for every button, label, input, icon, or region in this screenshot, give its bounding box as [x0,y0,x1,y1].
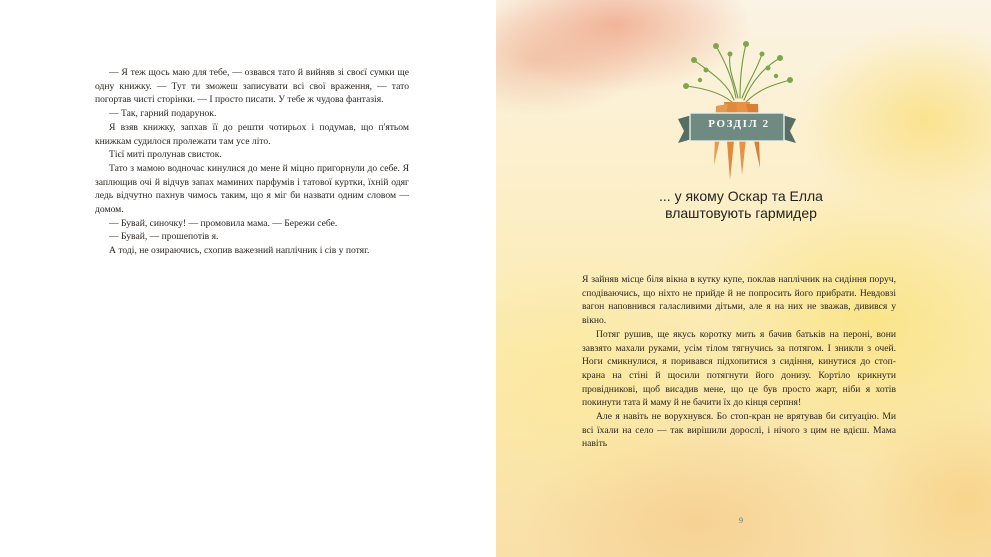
chapter-label: РОЗДІЛ 2 [708,118,770,130]
paragraph: Я взяв книжку, запхав її до решти чотирьох і подумав, що п'ятьом книжкам судилося пролежати там усе літо. [95,121,409,147]
chapter-title [591,188,891,222]
paragraph: Потяг рушив, ще якусь коротку мить я бачив батьків на пероні, вони завзято махали руками, усім тілом тягнучись за потягом. І зникли з очей. Ноги смикнулися, я поривався підхопитися з сидіння, кинутися до стоп-крана на стіні й щосили потягнути його донизу. Кортіло крикнути провідникові, щоб висадив мене, що це був просто жарт, ніби я хотів покинути тата й маму й не бачити їх до кінця серпня! [582,328,896,409]
paragraph: Тієї миті пролунав свисток. [109,149,222,161]
paragraph: — Бувай, — прошепотів я. [109,231,219,243]
right-page-text [582,273,896,451]
page-number: 9 [739,516,743,525]
paragraph: Тато з мамою водночас кинулися до мене й міцно пригорнули до себе. Я заплющив очі й відчув запах маминих парфумів і татової куртки, їхній одяг ледь відчутно пахнув чимось таким, що я міг би назвати одним словом — домом. [95,162,409,216]
paragraph: А тоді, не озираючись, схопив важезний наплічник і сів у потяг. [109,245,370,257]
paragraph: Але я навіть не ворухнувся. Бо стоп-кран не врятував би ситуацію. Ми всі їхали на село — так вирішили дорослі, і нічого з цим не вдієш. Мама навіть [582,411,896,450]
paragraph: — Бувай, синочку! — промовила мама. — Бережи себе. [109,217,338,229]
paragraph: — Я теж щось маю для тебе, — озвався тато й вийняв зі своєї сумки ще одну книжку. — Тут ти зможеш записувати всі свої враження, — тато погортав чисті сторінки. — І просто писати. У тебе ж чудова фантазія. [95,67,409,106]
right-page [496,0,991,557]
chapter-title-line: ... у якому Оскар та Елла [659,188,823,204]
chapter-title-line: влаштовують гармидер [665,205,817,221]
paragraph: — Так, гарний подарунок. [109,108,217,120]
paragraph: Я зайняв місце біля вікна в кутку купе, поклав наплічник на сидіння поруч, сподіваючись, що ніхто не прийде й не попросить його прибрати. Невдовзі вагон наповнився галасливими дітьми, але я на них не зважав, дивився у вікно. [582,274,896,327]
left-page-text [95,66,409,258]
